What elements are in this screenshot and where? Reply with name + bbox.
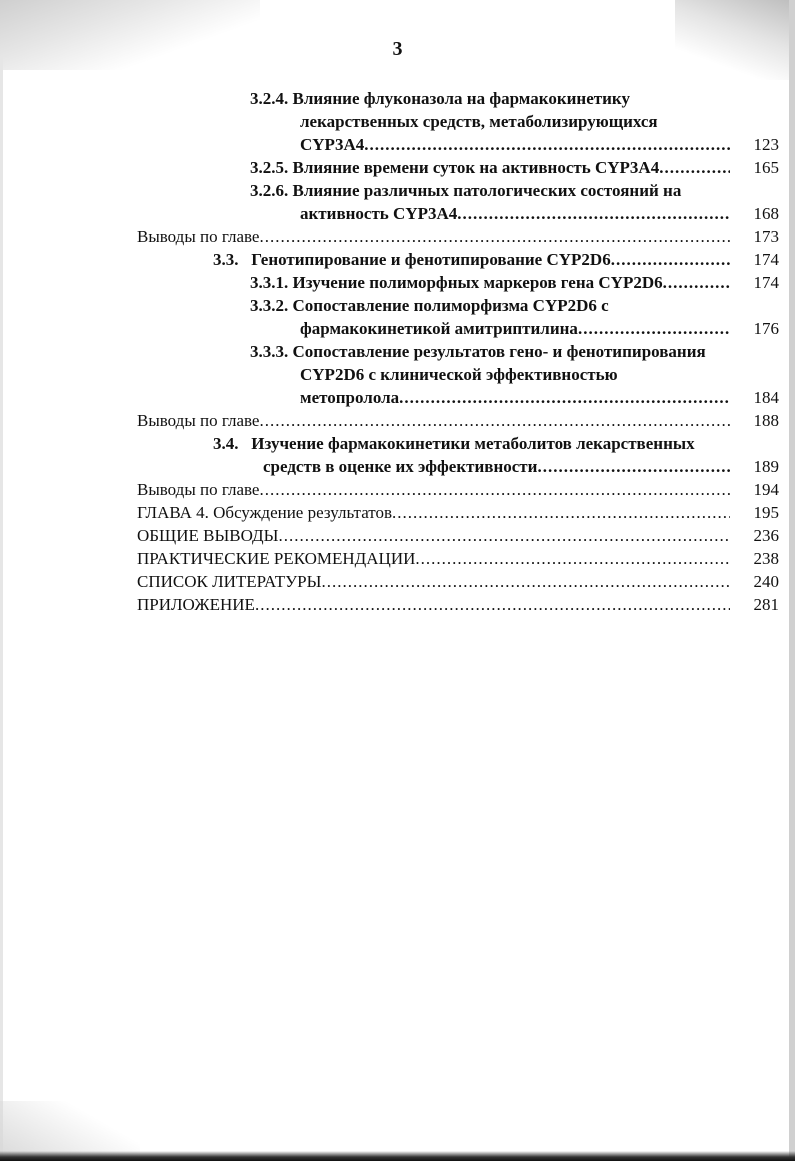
toc-page-number: 176	[753, 319, 779, 338]
toc-leader-line	[300, 134, 730, 156]
toc-number: 3.4.	[213, 434, 239, 453]
toc-title-line: Изучение фармакокинетики метаболитов лекарственных	[251, 434, 695, 453]
scan-left-edge	[0, 0, 3, 1161]
toc-title-line: Выводы по главе	[137, 227, 260, 246]
toc-entry-conclusions-3[interactable]	[137, 479, 730, 501]
toc-entry-3-4[interactable]	[213, 433, 695, 455]
toc-page-number: 165	[753, 158, 779, 177]
toc-entry-3-2-6[interactable]	[250, 180, 681, 202]
toc-page-number: 188	[753, 411, 779, 430]
toc-page-number: 236	[753, 526, 779, 545]
toc-page-number: 189	[753, 457, 779, 476]
toc-title-line: ПРАКТИЧЕСКИЕ РЕКОМЕНДАЦИИ	[137, 549, 416, 568]
toc-entry-references[interactable]	[137, 571, 730, 593]
toc-page-number: 238	[753, 549, 779, 568]
page-number: 3	[392, 38, 403, 60]
toc-title-line: Влияние флуконазола на фармакокинетику	[292, 89, 630, 108]
toc-leader-line	[300, 318, 730, 340]
toc-title-line: СПИСОК ЛИТЕРАТУРЫ	[137, 572, 322, 591]
toc-number: 3.3.1.	[250, 273, 289, 292]
toc-leader-line	[300, 387, 730, 409]
toc-entry-general-conclusions[interactable]	[137, 525, 730, 547]
toc-page-number: 195	[753, 503, 779, 522]
toc-entry-3-3-3[interactable]	[250, 341, 706, 363]
toc-entry-conclusions-2[interactable]	[137, 410, 730, 432]
toc-number: 3.2.4.	[250, 89, 289, 108]
toc-entry-conclusions-1[interactable]	[137, 226, 730, 248]
toc-page-number: 174	[753, 273, 779, 292]
toc-number: 3.2.5.	[250, 158, 289, 177]
toc-leader-line	[300, 203, 730, 225]
toc-entry-appendix[interactable]	[137, 594, 730, 616]
toc-page-number: 173	[753, 227, 779, 246]
toc-title-line: лекарственных средств, метаболизирующихся	[300, 112, 658, 131]
toc-number: 3.3.3.	[250, 342, 289, 361]
toc-entry-3-3-1[interactable]	[250, 272, 730, 294]
toc-title-line: активность CYP3A4	[300, 204, 458, 223]
toc-title-line: ОБЩИЕ ВЫВОДЫ	[137, 526, 279, 545]
toc-title-line: ГЛАВА 4. Обсуждение результатов	[137, 503, 393, 522]
toc-entry-practical-recommendations[interactable]	[137, 548, 730, 570]
toc-leader-line	[263, 456, 730, 478]
toc-number: 3.2.6.	[250, 181, 289, 200]
scan-right-edge	[789, 0, 795, 1161]
toc-title-line: Выводы по главе	[137, 480, 260, 499]
toc-page-number: 184	[753, 388, 779, 407]
toc-entry-3-2-5[interactable]	[250, 157, 730, 179]
toc-number: 3.3.	[213, 250, 239, 269]
toc-title-line: CYP3A4	[300, 135, 365, 154]
scan-bottom-edge	[0, 1151, 795, 1161]
toc-entry-3-2-4[interactable]	[250, 88, 630, 110]
toc-entry-3-3-2[interactable]	[250, 295, 609, 317]
toc-entry-chapter-4[interactable]	[137, 502, 730, 524]
toc-title-line: метопролола	[300, 388, 400, 407]
toc-number: 3.3.2.	[250, 296, 289, 315]
toc-title-line: CYP2D6 с клинической эффективностью	[300, 365, 618, 384]
toc-title-line: Выводы по главе	[137, 411, 260, 430]
toc-page-number: 240	[753, 572, 779, 591]
toc-title-line: Влияние различных патологических состояний на	[292, 181, 682, 200]
toc-title-line: Изучение полиморфных маркеров гена CYP2D6	[292, 273, 663, 292]
toc-page-number: 168	[753, 204, 779, 223]
toc-page-number: 194	[753, 480, 779, 499]
toc-title-line: Генотипирование и фенотипирование CYP2D6	[251, 250, 611, 269]
toc-page-number: 174	[753, 250, 779, 269]
toc-page-number: 123	[753, 135, 779, 154]
toc-title-line: Сопоставление полиморфизма CYP2D6 с	[292, 296, 609, 315]
toc-title-line: средств в оценке их эффективности	[263, 457, 538, 476]
toc-page-number: 281	[753, 595, 779, 614]
toc-title-line: фармакокинетикой амитриптилина	[300, 319, 578, 338]
toc-entry-3-3[interactable]	[213, 249, 730, 271]
toc-title-line: Сопоставление результатов гено- и фенотипирования	[292, 342, 706, 361]
toc-title-line: ПРИЛОЖЕНИЕ	[137, 595, 255, 614]
toc-title-line: Влияние времени суток на активность CYP3A4	[292, 158, 660, 177]
